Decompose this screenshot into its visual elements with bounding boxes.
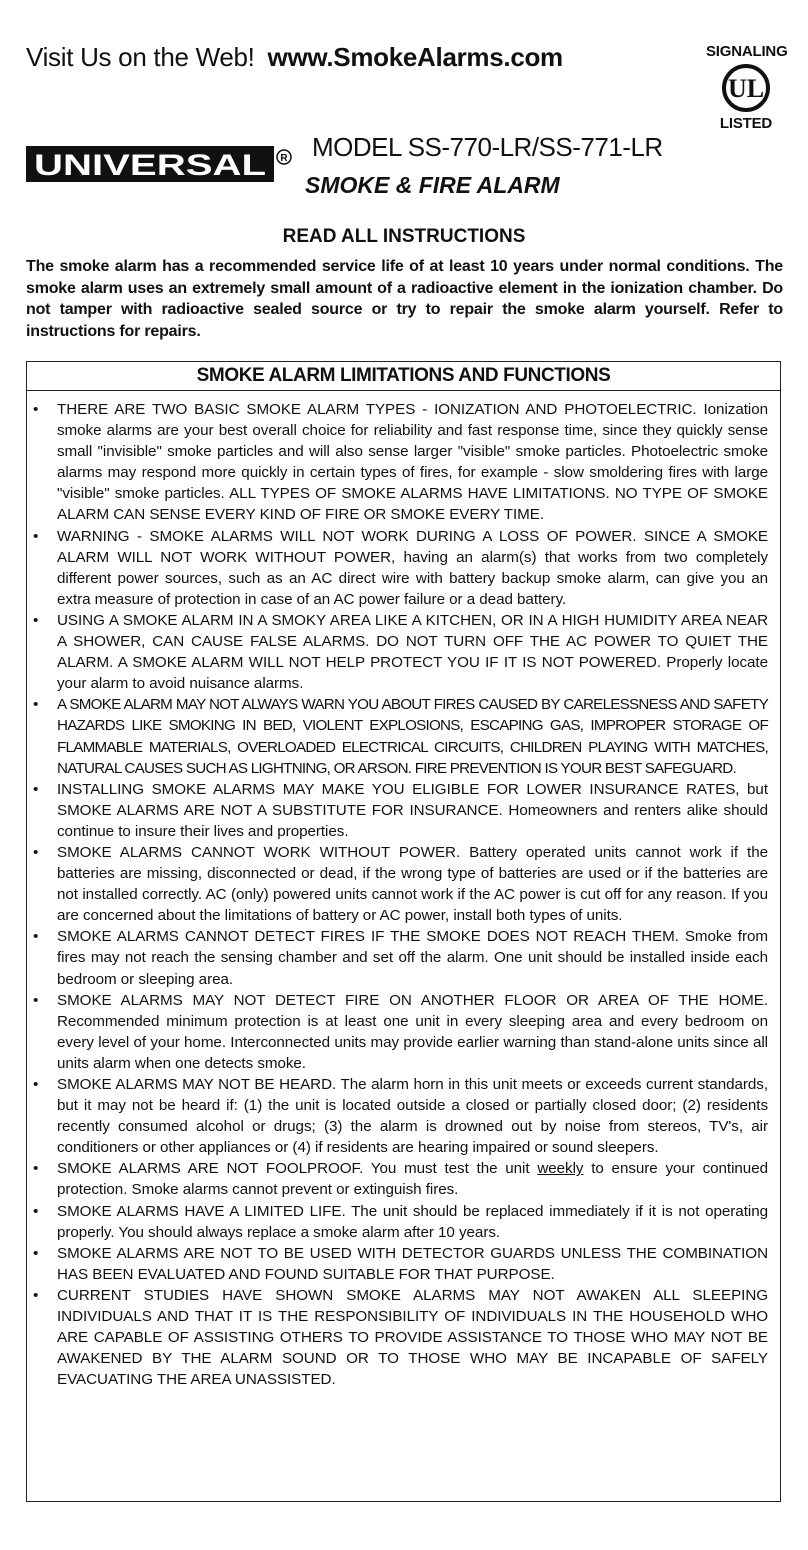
list-item: • USING A SMOKE ALARM IN A SMOKY AREA LIKE A KITCHEN, OR IN A HIGH HUMIDITY AREA NEAR A SHOWER, CAN CAUSE FALSE ALARMS. DO NOT TURN OFF THE AC POWER TO QUIET THE ALARM. A SMOKE ALARM WILL NOT HELP PROTECT YOU IF IT IS NOT POWERED. Properly locate your alarm to avoid nuisance alarms. <box>57 610 768 694</box>
ul-logo-icon <box>720 62 772 114</box>
universal-logo <box>26 146 294 182</box>
limitations-section <box>26 361 781 1502</box>
read-instructions-heading: READ ALL INSTRUCTIONS <box>282 226 526 247</box>
list-item: • SMOKE ALARMS CANNOT WORK WITHOUT POWER. Battery operated units cannot work if the batteries are missing, disconnected or dead, if the wrong type of batteries are used or if the batteries are not installed correctly. AC (only) powered units cannot work if the AC power is cut off for any reason. If you are concerned about the limitations of battery or AC power, install both types of units. <box>57 842 768 926</box>
list-item-foolproof <box>57 1158 768 1200</box>
section-title: SMOKE ALARM LIMITATIONS AND FUNCTIONS <box>27 362 780 391</box>
list-item: • SMOKE ALARMS ARE NOT TO BE USED WITH DETECTOR GUARDS UNLESS THE COMBINATION HAS BEEN EVALUATED AND FOUND SUITABLE FOR THAT PURPOSE. <box>57 1243 768 1285</box>
svg-text:R: R <box>280 153 288 164</box>
website-line <box>26 42 563 73</box>
web-prefix: Visit Us on the Web! <box>26 42 255 72</box>
weekly-underlined: weekly <box>537 1160 584 1178</box>
list-item: • CURRENT STUDIES HAVE SHOWN SMOKE ALARMS MAY NOT AWAKEN ALL SLEEPING INDIVIDUALS AND THAT IT IS THE RESPONSIBILITY OF INDIVIDUALS IN THE HOUSEHOLD WHO ARE CAPABLE OF ASSISTING OTHERS TO PROVIDE ASSISTANCE TO THOSE WHO MAY NOT BE AWAKENED BY THE ALARM SOUND OR TO THOSE WHO MAY BE INCAPABLE OF SAFELY EVACUATING THE AREA UNASSISTED. <box>57 1285 768 1390</box>
foolproof-lead: SMOKE ALARMS ARE NOT FOOLPROOF. <box>57 1160 364 1178</box>
list-item: • SMOKE ALARMS HAVE A LIMITED LIFE. The unit should be replaced immediately if it is not operating properly. You should always replace a smoke alarm after 10 years. <box>57 1201 768 1243</box>
list-item: • SMOKE ALARMS MAY NOT DETECT FIRE ON ANOTHER FLOOR OR AREA OF THE HOME. Recommended minimum protection is at least one unit in every sleeping area and every bedroom on every level of your home. Interconnected units may provide earlier warning than stand-alone units since all units alarm when one detects smoke. <box>57 990 768 1074</box>
list-item: • INSTALLING SMOKE ALARMS MAY MAKE YOU ELIGIBLE FOR LOWER INSURANCE RATES, but SMOKE ALARMS ARE NOT A SUBSTITUTE FOR INSURANCE. Homeowners and renters alike should continue to insure their lives and properties. <box>57 779 768 842</box>
limitations-list <box>27 391 780 1390</box>
ul-signaling-label: SIGNALING <box>706 43 788 60</box>
ul-listed-mark <box>706 44 786 148</box>
ul-listed-label: LISTED <box>719 115 773 132</box>
list-item: • A SMOKE ALARM MAY NOT ALWAYS WARN YOU ABOUT FIRES CAUSED BY CARELESSNESS AND SAFETY HAZARDS LIKE SMOKING IN BED, VIOLENT EXPLOSIONS, ESCAPING GAS, IMPROPER STORAGE OF FLAMMABLE MATERIALS, OVERLOADED ELECTRICAL CIRCUITS, CHILDREN PLAYING WITH MATCHES, NATURAL CAUSES SUCH AS LIGHTNING, OR ARSON. FIRE PREVENTION IS YOUR BEST SAFEGUARD. <box>57 694 768 778</box>
foolproof-post: to ensure your continued protection. Smoke alarms cannot prevent or extinguish fires. <box>57 1160 768 1199</box>
list-item: • SMOKE ALARMS MAY NOT BE HEARD. The alarm horn in this unit meets or exceeds current standards, but it may not be heard if: (1) the unit is located outside a closed or partially closed door; (2) residents recently consumed alcohol or drugs; (3) the alarm is drowned out by noise from stereos, TV's, air conditioners or other appliances or (4) if residents are hearing impaired or sound sleepers. <box>57 1074 768 1158</box>
foolproof-pre: You must test the unit <box>363 1160 538 1178</box>
website-url[interactable]: www.SmokeAlarms.com <box>267 42 563 72</box>
brand-name: UNIVERSAL <box>34 149 266 182</box>
list-item: • SMOKE ALARMS CANNOT DETECT FIRES IF THE SMOKE DOES NOT REACH THEM. Smoke from fires may not reach the sensing chamber and set off the alarm. One unit should be installed inside each bedroom or sleeping area. <box>57 926 768 989</box>
list-item: • THERE ARE TWO BASIC SMOKE ALARM TYPES - IONIZATION AND PHOTOELECTRIC. Ionization smoke alarms are your best overall choice for reliability and fast response time, since they quickly sense small "invisible" smoke particles and will also sense larger "visible" smoke particles. Photoelectric smoke alarms may respond more quickly in certain types of fires, for example - slow smoldering fires with large "visible" smoke particles. ALL TYPES OF SMOKE ALARMS HAVE LIMITATIONS. NO TYPE OF SMOKE ALARM CAN SENSE EVERY KIND OF FIRE OR SMOKE EVERY TIME. <box>57 399 768 526</box>
product-subtitle: SMOKE & FIRE ALARM <box>305 172 560 198</box>
intro-paragraph: The smoke alarm has a recommended service life of at least 10 years under normal conditions. The smoke alarm uses an extremely small amount of a radioactive element in the ionization chamber. Do not tamper with radioactive sealed source or try to repair the smoke alarm yourself. Refer to instructions for repairs. <box>26 258 783 340</box>
model-number: MODEL SS-770-LR/SS-771-LR <box>312 132 663 162</box>
ul-logo-text: UL <box>727 74 765 103</box>
list-item: • WARNING - SMOKE ALARMS WILL NOT WORK DURING A LOSS OF POWER. SINCE A SMOKE ALARM WILL NOT WORK WITHOUT POWER, having an alarm(s) that works from two completely different power sources, such as an AC direct wire with battery backup smoke alarm, can give you an extra measure of protection in case of an AC power failure or a dead battery. <box>57 526 768 610</box>
